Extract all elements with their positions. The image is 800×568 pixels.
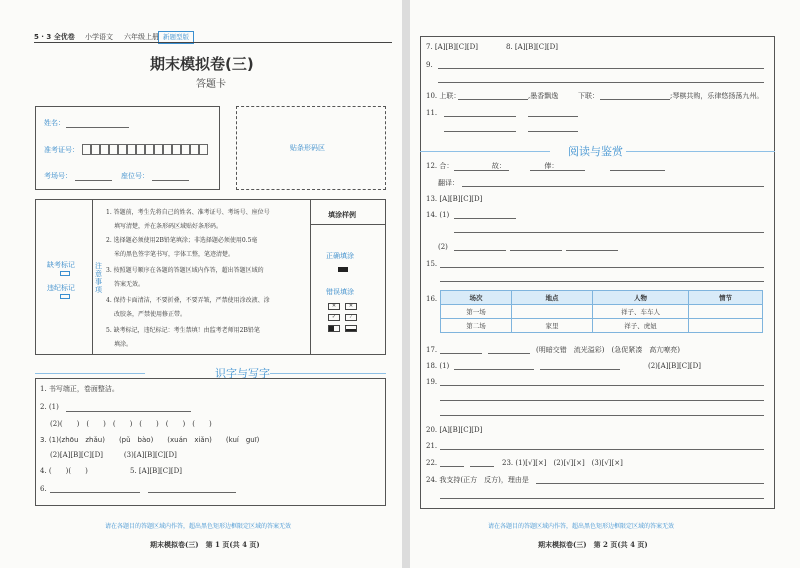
exam-no-label: 准考证号： <box>44 146 79 154</box>
header-rule <box>34 42 392 43</box>
q11-answer-line[interactable] <box>444 116 516 117</box>
page-gutter <box>402 0 410 568</box>
q14-1-label: 14. (1) <box>426 211 450 219</box>
name-label: 姓名： <box>44 119 65 127</box>
notice-line: 3. 按照题号顺序在各题的答题区域内作答，超出答题区域的 <box>106 267 264 274</box>
q6-label: 6. <box>40 485 47 493</box>
q17-answer-line[interactable] <box>440 353 482 354</box>
table-header: 场次 <box>441 291 512 305</box>
q2-1-label: 2. (1) <box>40 403 59 411</box>
q4-text: 4. ( )( ) <box>40 467 88 475</box>
table-header: 情节 <box>689 291 763 305</box>
q22-answer-line[interactable] <box>440 466 464 467</box>
room-label: 考场号： <box>44 172 72 180</box>
q1-text: 1. 书写端正，卷面整洁。 <box>40 385 119 393</box>
violation-mark-box[interactable] <box>60 294 70 299</box>
violation-mark-label: 违纪标记 <box>47 284 75 292</box>
room-field[interactable] <box>75 180 112 181</box>
table-cell: 第一场 <box>441 305 512 319</box>
table-cell: 祥子、车车人 <box>593 305 689 319</box>
notice-line: 答案无效。 <box>114 281 145 288</box>
q17-options: (明暗交错 流光溢彩) (急促紧凑 高亢嘹亮) <box>536 346 680 354</box>
q18-1-label: 18. (1) <box>426 362 450 370</box>
q23-text: 23. (1)[√][×] (2)[√][×] (3)[√][×] <box>502 459 623 467</box>
absent-mark-box[interactable] <box>60 271 70 276</box>
notice-line: 填涂。 <box>114 341 133 348</box>
q14-2-answer-line[interactable] <box>510 250 562 251</box>
answer-area-right <box>420 36 775 509</box>
fill-correct-example <box>338 267 348 272</box>
notice-line: 米的黑色签字笔书写，字体工整，笔迹清楚。 <box>114 251 235 258</box>
q16-table <box>440 290 763 333</box>
table-header: 地点 <box>512 291 593 305</box>
q21-answer-line[interactable] <box>440 449 764 450</box>
section-title-shizi: 识字与写字 <box>215 367 270 380</box>
q14-1-answer-line[interactable] <box>454 232 764 233</box>
q24-text: 24. 我支持(正方 反方)，理由是 <box>426 476 529 484</box>
q12-translation-label: 翻译： <box>438 179 459 187</box>
q10-answer-line-2[interactable] <box>600 99 670 100</box>
q3-1-text: 3. (1)(zhōu zhǎu) (pǔ bào) (xuán xiǎn) (kuí guī) <box>40 436 260 444</box>
q11-answer-line[interactable] <box>528 131 578 132</box>
notice-divider-1 <box>92 199 93 355</box>
q12-answer-line[interactable] <box>530 170 585 171</box>
q9-label: 9. <box>426 61 433 69</box>
notice-line: 5. 缺考标记，违纪标记：考生禁填！由监考老师用2B铅笔 <box>106 327 260 334</box>
q7-text: 7. [A][B][C][D] <box>426 43 478 51</box>
q19-label: 19. <box>426 378 438 386</box>
page-title: 期末模拟卷(三) <box>150 55 254 73</box>
fill-sample-rule <box>310 224 386 225</box>
q5-text: 5. [A][B][C][D] <box>130 467 182 475</box>
section-rule-right <box>626 151 775 152</box>
section-title-yuedu: 阅读与鉴赏 <box>568 145 623 158</box>
page-footer-left: 期末模拟卷(三) 第 1 页(共 4 页) <box>150 540 260 549</box>
q14-2-answer-line[interactable] <box>566 250 618 251</box>
section-rule-left <box>420 151 550 152</box>
q24-answer-line[interactable] <box>440 498 764 499</box>
notice-line: 1. 答题前，考生先将自己的姓名、准考证号、考场号、座位号 <box>106 209 270 216</box>
barcode-label: 贴条形码区 <box>290 144 325 152</box>
notice-line: 4. 保持卡面清洁，不要折叠，不要弄皱，严禁使用涂改液、涂 <box>106 297 270 304</box>
q17-answer-line[interactable] <box>488 353 530 354</box>
table-cell[interactable] <box>689 319 763 333</box>
table-cell[interactable] <box>512 305 593 319</box>
fill-correct-label: 正确填涂 <box>326 252 354 260</box>
fill-sample-title: 填涂样例 <box>328 210 356 219</box>
q14-2-label: (2) <box>438 243 448 251</box>
q19-answer-line[interactable] <box>440 385 764 386</box>
footnote-right: 请在各题目的答题区域内作答，超出黑色矩形边框限定区域的答案无效 <box>488 523 675 530</box>
q12-text: 12. 合： 故： 俸： <box>426 162 597 170</box>
header-grade: 六年级上册 <box>124 33 159 41</box>
footnote-left: 请在各题目的答题区域内作答，超出黑色矩形边框限定区域的答案无效 <box>105 523 292 530</box>
q11-answer-line[interactable] <box>444 131 516 132</box>
table-header: 人物 <box>593 291 689 305</box>
q9-answer-line[interactable] <box>438 68 764 69</box>
notice-line: 改胶条，严禁使用修正带。 <box>114 311 187 318</box>
q10-answer-line-1[interactable] <box>458 99 528 100</box>
q14-1-answer-line[interactable] <box>454 218 516 219</box>
q19-answer-line[interactable] <box>440 400 764 401</box>
q10-text-c: 下联： <box>578 92 599 100</box>
table-cell[interactable] <box>689 305 763 319</box>
table-cell: 家里 <box>512 319 593 333</box>
notice-line: 2. 选择题必须使用2B铅笔填涂；非选择题必须使用0.5毫 <box>106 237 258 244</box>
q15-label: 15. <box>426 260 438 268</box>
q18-2-text: (2)[A][B][C][D] <box>648 362 701 370</box>
q3-2-text: (2)[A][B][C][D] (3)[A][B][C][D] <box>50 451 177 459</box>
q22-answer-line[interactable] <box>470 466 494 467</box>
q12-answer-line[interactable] <box>454 170 509 171</box>
q2-2-text: (2)( ) ( ) ( ) ( ) ( ) ( ) <box>50 420 212 428</box>
notice-title: 注意事项 <box>95 262 102 294</box>
table-cell: 祥子、虎妞 <box>593 319 689 333</box>
seat-field[interactable] <box>152 180 189 181</box>
q19-answer-line[interactable] <box>440 415 764 416</box>
header-badge: 新题型版 <box>158 31 194 44</box>
q11-answer-line[interactable] <box>528 116 578 117</box>
right-page <box>410 0 800 568</box>
page-subtitle: 答题卡 <box>196 79 226 90</box>
q6-answer-line-2[interactable] <box>148 492 236 493</box>
q24-answer-line[interactable] <box>536 483 764 484</box>
q22-label: 22. <box>426 459 438 467</box>
q15-answer-line[interactable] <box>440 281 764 282</box>
header-subject: 小学语文 <box>85 33 113 41</box>
q10-label: 10. 上联： <box>426 92 461 100</box>
q2-1-answer-line[interactable] <box>66 411 191 412</box>
q10-text-b: ,墨香飘逸 <box>528 92 559 100</box>
absent-mark-label: 缺考标记 <box>47 261 75 269</box>
q9-answer-line[interactable] <box>438 82 764 83</box>
table-row <box>441 319 763 333</box>
name-field[interactable] <box>66 127 129 128</box>
fill-wrong-examples: ✕ ✕ ✓ ⁄ <box>328 303 364 332</box>
section-rule-left <box>35 373 145 374</box>
exam-no-cells[interactable] <box>82 144 208 155</box>
q18-1-answer-line[interactable] <box>540 369 620 370</box>
q21-label: 21. <box>426 442 438 450</box>
seat-label: 座位号： <box>121 172 149 180</box>
fill-wrong-label: 错误填涂 <box>326 288 354 296</box>
q12-answer-line[interactable] <box>610 170 665 171</box>
q13-text: 13. [A][B][C][D] <box>426 195 483 203</box>
q11-label: 11. <box>426 109 438 117</box>
table-cell: 第二场 <box>441 319 512 333</box>
table-row <box>441 305 763 319</box>
q15-answer-line[interactable] <box>440 267 764 268</box>
q8-text: 8. [A][B][C][D] <box>506 43 558 51</box>
q10-text-d: ;琴棋共购，乐律悠扬荡九州。 <box>670 92 764 100</box>
notice-line: 填写清楚，并在条形码区域贴好条形码。 <box>114 223 223 230</box>
q20-text: 20. [A][B][C][D] <box>426 426 483 434</box>
q6-answer-line-1[interactable] <box>50 492 140 493</box>
section-rule-right <box>270 373 386 374</box>
q16-label: 16. <box>426 295 438 303</box>
header-series: 5 · 3 全优卷 <box>34 33 75 41</box>
q17-label: 17. <box>426 346 438 354</box>
q18-1-answer-line[interactable] <box>454 369 534 370</box>
q14-2-answer-line[interactable] <box>454 250 506 251</box>
notice-divider-2 <box>310 199 311 355</box>
q12-translation-line[interactable] <box>462 186 764 187</box>
page-footer-right: 期末模拟卷(三) 第 2 页(共 4 页) <box>538 540 648 549</box>
